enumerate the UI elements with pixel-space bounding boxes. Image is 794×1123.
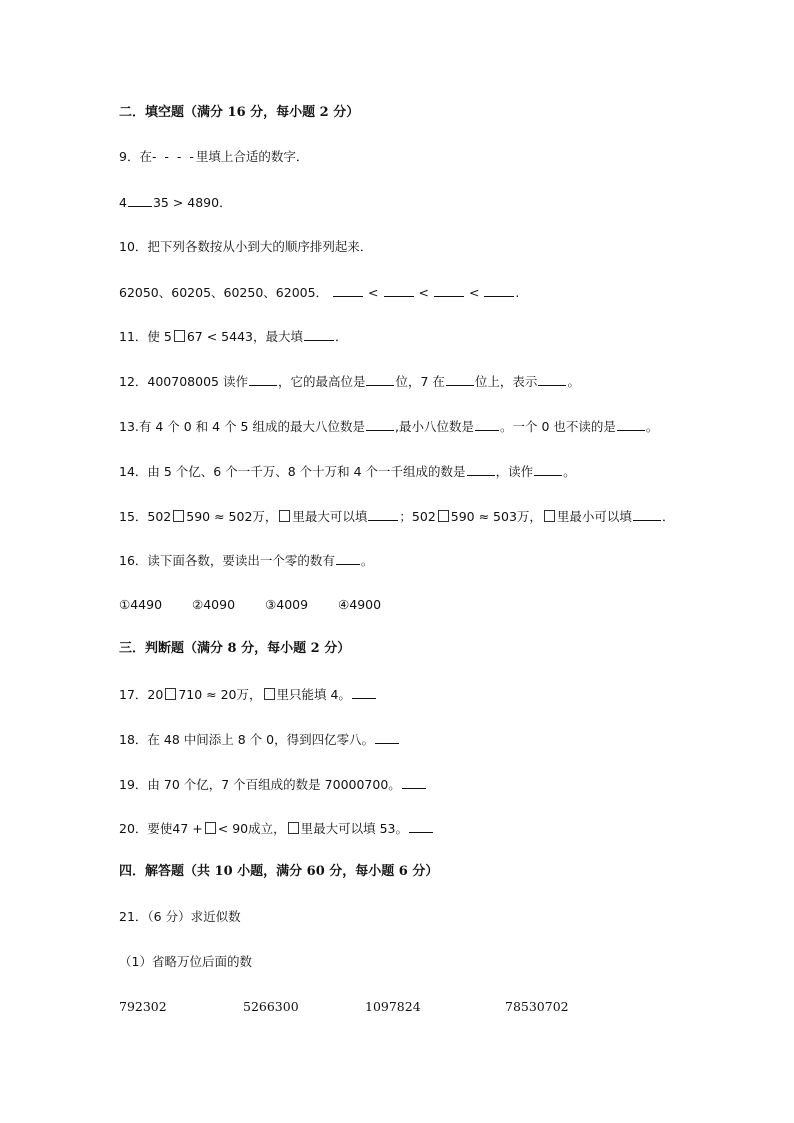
- option-2: ②4090: [192, 597, 236, 612]
- question-10: 10．把下列各数按从小到大的顺序排列起来．: [119, 239, 373, 254]
- number-item: 1097824: [365, 999, 421, 1014]
- number-item: 792302: [119, 999, 167, 1014]
- option-1: ①4490: [119, 597, 163, 612]
- question-21-sub-1: （1）省略万位后面的数: [119, 954, 252, 969]
- option-4: ④4900: [338, 597, 382, 612]
- section-heading-true-false: 三．判断题（满分 8 分，每小题 2 分）: [119, 641, 351, 656]
- question-14: 14．由 5 个亿、6 个一千万、8 个十万和 4 个一千组成的数是 ，读作 。: [119, 464, 576, 479]
- number-item: 5266300: [243, 999, 299, 1014]
- answer-blank[interactable]: [409, 819, 433, 833]
- question-13: 13.有 4 个 0 和 4 个 5 组成的最大八位数是 ,最小八位数是 。一个 0 也不读的是 。: [119, 419, 659, 434]
- answer-blank[interactable]: [402, 775, 426, 789]
- answer-blank[interactable]: [534, 462, 562, 476]
- question-11: 11．使 5 67 < 5443，最大填 ．: [119, 329, 348, 344]
- answer-blank[interactable]: [366, 372, 394, 386]
- question-15: 15．502 590 ≈ 502万， 里最大可以填 ；502 590 ≈ 503万， 里最小可以填 ．: [119, 509, 675, 524]
- box-symbol: [279, 510, 290, 522]
- answer-blank[interactable]: [249, 372, 277, 386]
- box-symbol: [173, 510, 184, 522]
- answer-blank[interactable]: [633, 507, 661, 521]
- section-heading-solve: 四．解答题（共 10 小题，满分 60 分，每小题 6 分）: [119, 864, 439, 879]
- answer-blank[interactable]: [384, 283, 414, 297]
- question-20: 20．要使47 + < 90成立， 里最大可以填 53。: [119, 819, 734, 838]
- question-9-expression: 4 35 > 4890．: [119, 195, 232, 210]
- answer-blank[interactable]: [128, 193, 152, 207]
- answer-blank[interactable]: [368, 507, 398, 521]
- question-16: 16．读下面各数，要读出一个零的数有 。: [119, 553, 374, 568]
- section-heading-fill-blank: 二．填空题（满分 16 分，每小题 2 分）: [119, 105, 360, 120]
- box-symbol: [174, 330, 185, 342]
- box-symbol: [544, 510, 555, 522]
- question-9: 9．在- - - -里填上合适的数字．: [119, 149, 309, 164]
- box-symbol: [205, 822, 216, 834]
- box-symbol: [165, 688, 176, 700]
- number-item: 78530702: [505, 999, 569, 1014]
- answer-blank[interactable]: [475, 417, 499, 431]
- box-symbol: [264, 688, 275, 700]
- answer-blank[interactable]: [336, 551, 360, 565]
- question-21: 21．（6 分）求近似数: [119, 909, 241, 924]
- answer-blank[interactable]: [434, 283, 464, 297]
- question-10-numbers: 62050、60205、60250、62005． < < < .: [119, 285, 520, 300]
- answer-blank[interactable]: [538, 372, 566, 386]
- answer-blank[interactable]: [484, 283, 514, 297]
- answer-blank[interactable]: [375, 730, 399, 744]
- question-18: 18．在 48 中间添上 8 个 0，得到四亿零八。: [119, 730, 734, 749]
- box-symbol: [438, 510, 449, 522]
- question-17: 17．20 710 ≈ 20万， 里只能填 4。: [119, 685, 734, 704]
- question-16-options: [119, 596, 734, 614]
- answer-blank[interactable]: [467, 462, 495, 476]
- answer-blank[interactable]: [617, 417, 645, 431]
- answer-blank[interactable]: [333, 283, 363, 297]
- option-3: ③4009: [265, 597, 309, 612]
- box-symbol: [288, 822, 299, 834]
- answer-blank[interactable]: [304, 327, 334, 341]
- question-12: 12．400708005 读作 ，它的最高位是 位，7 在 位上，表示 。: [119, 374, 580, 389]
- answer-blank[interactable]: [446, 372, 474, 386]
- answer-blank[interactable]: [352, 685, 376, 699]
- question-19: 19．由 70 个亿，7 个百组成的数是 70000700。: [119, 775, 734, 794]
- answer-blank[interactable]: [366, 417, 394, 431]
